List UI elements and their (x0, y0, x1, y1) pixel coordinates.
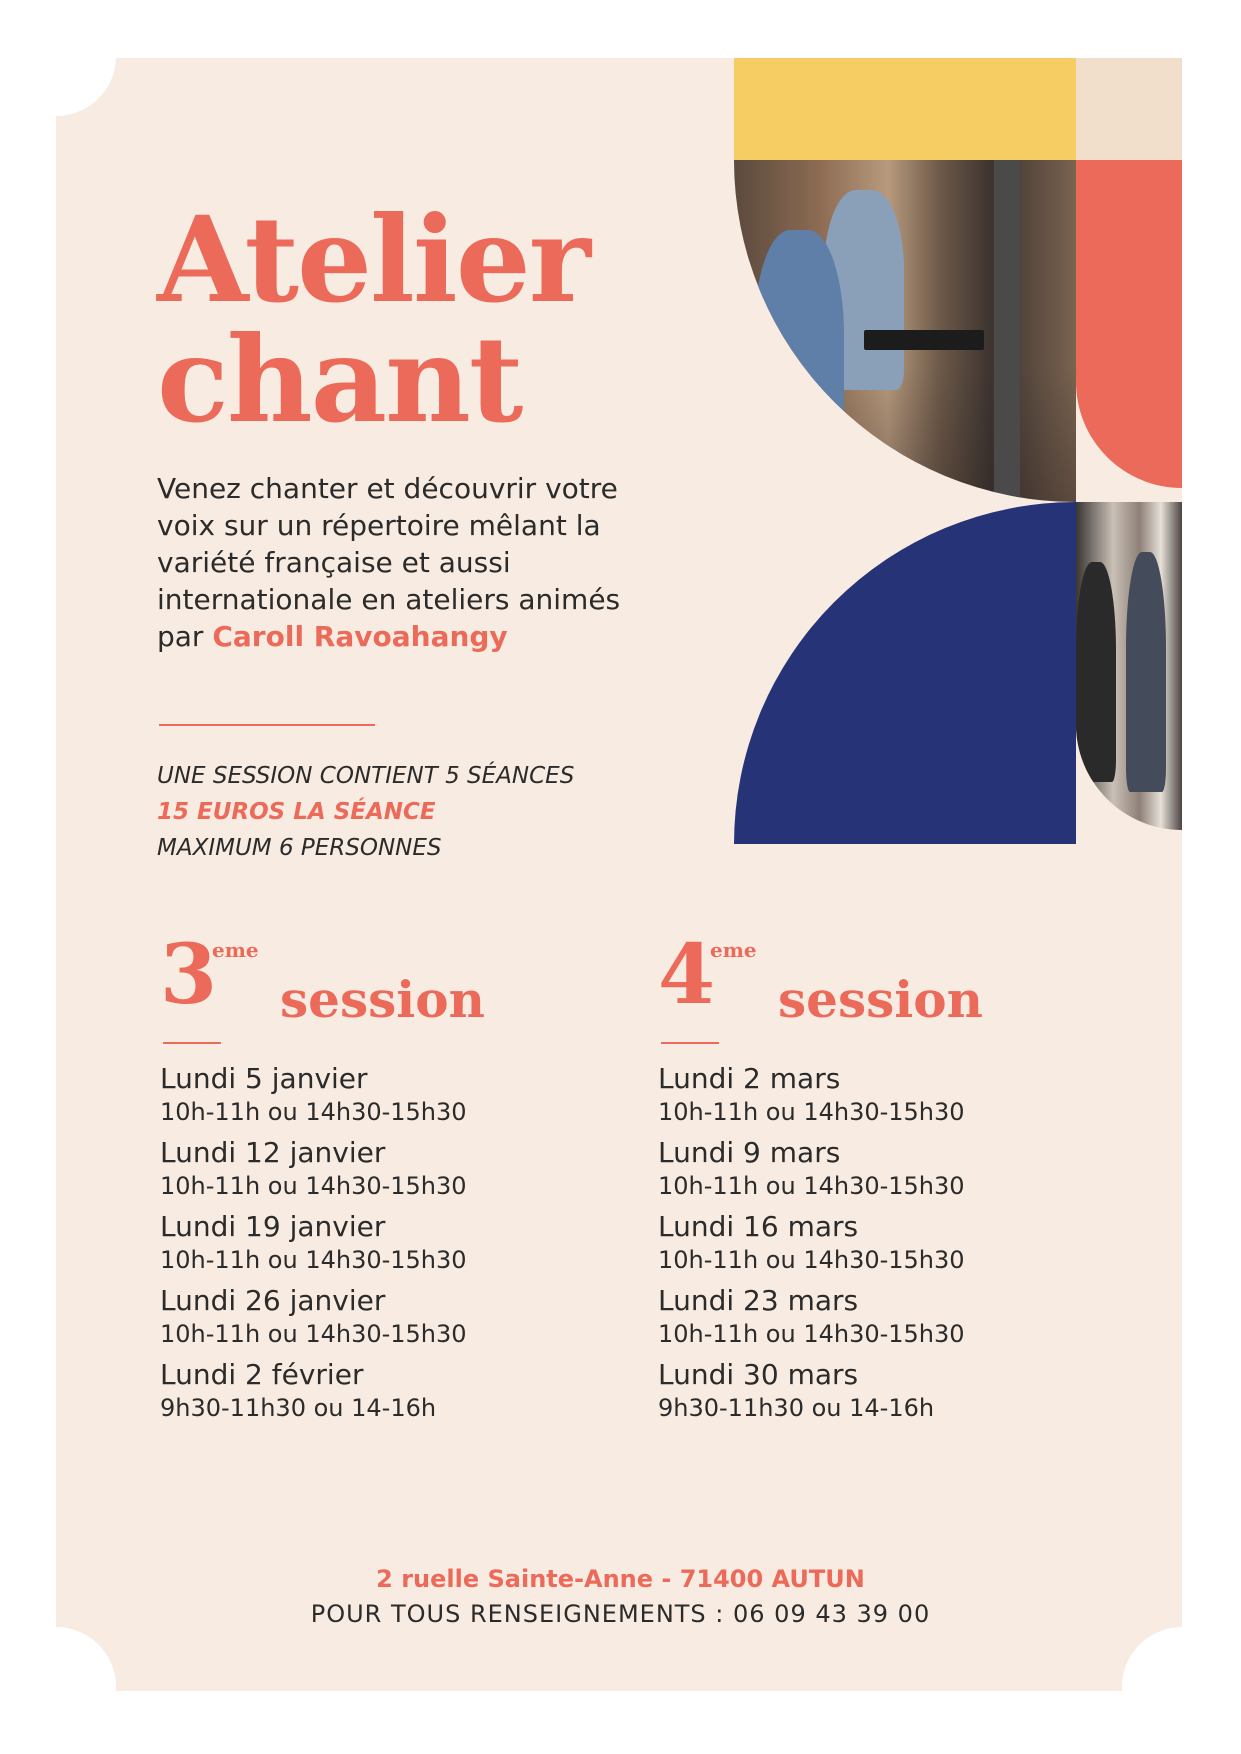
address: 2 ruelle Sainte-Anne - 71400 AUTUN (376, 1565, 865, 1593)
session-date: Lundi 9 mars (658, 1136, 841, 1169)
beige-block (1076, 58, 1182, 160)
divider (661, 1042, 719, 1044)
session-date: Lundi 12 janvier (160, 1136, 386, 1169)
title-line: chant (157, 310, 522, 449)
session-number: 4 (658, 927, 716, 1023)
contact-phone: POUR TOUS RENSEIGNEMENTS : 06 09 43 39 00 (310, 1600, 931, 1628)
session-date: Lundi 16 mars (658, 1210, 859, 1243)
session-date-item (160, 1062, 580, 1128)
price-line: 15 EUROS LA SÉANCE (157, 799, 436, 825)
session-heading (160, 927, 580, 1042)
session-date: Lundi 30 mars (658, 1358, 859, 1391)
singers-piano-photo (734, 160, 1076, 502)
session-date: Lundi 5 janvier (160, 1062, 368, 1095)
info-line: MAXIMUM 6 PERSONNES (157, 835, 442, 861)
session-heading (658, 927, 1078, 1042)
session-3 (160, 927, 580, 1432)
photo-figure (754, 230, 844, 490)
session-time: 10h-11h ou 14h30-15h30 (160, 1098, 467, 1126)
session-date: Lundi 23 mars (658, 1284, 859, 1317)
yellow-block (734, 58, 1076, 160)
session-4 (658, 927, 1078, 1432)
session-date-item (658, 1136, 1078, 1202)
session-suffix: eme (212, 938, 259, 962)
session-date-item (160, 1210, 580, 1276)
session-date-item (658, 1062, 1078, 1128)
info-line: UNE SESSION CONTIENT 5 SÉANCES (157, 763, 575, 789)
session-time: 9h30-11h30 ou 14-16h (658, 1394, 935, 1422)
session-time: 10h-11h ou 14h30-15h30 (160, 1320, 467, 1348)
photo-pillar (994, 160, 1020, 502)
photo-keyboard (864, 330, 984, 350)
session-time: 10h-11h ou 14h30-15h30 (160, 1172, 467, 1200)
session-time: 10h-11h ou 14h30-15h30 (658, 1172, 965, 1200)
choir-photo (1076, 502, 1182, 830)
session-suffix: eme (710, 938, 757, 962)
photo-figure (1126, 552, 1166, 792)
divider (159, 724, 375, 726)
session-date-item (160, 1358, 580, 1424)
session-date: Lundi 26 janvier (160, 1284, 386, 1317)
session-date-item (658, 1358, 1078, 1424)
session-date-item (658, 1284, 1078, 1350)
session-date: Lundi 2 février (160, 1358, 364, 1391)
salmon-leaf-shape (1076, 160, 1182, 488)
corner-notch (0, 1627, 116, 1747)
session-time: 10h-11h ou 14h30-15h30 (658, 1098, 965, 1126)
session-number: 3 (160, 927, 218, 1023)
session-date-item (658, 1210, 1078, 1276)
intro-text: Venez chanter et découvrir votre voix sur un répertoire mêlant la variété française et aussi internationale en ateliers animés par (157, 472, 621, 653)
session-time: 10h-11h ou 14h30-15h30 (658, 1320, 965, 1348)
session-date-item (160, 1284, 580, 1350)
session-time: 10h-11h ou 14h30-15h30 (160, 1246, 467, 1274)
session-info (157, 758, 574, 866)
intro-paragraph (157, 470, 637, 655)
photo-figure (1076, 562, 1116, 782)
divider (163, 1042, 221, 1044)
session-date: Lundi 2 mars (658, 1062, 841, 1095)
session-word: session (778, 970, 983, 1029)
session-word: session (280, 970, 485, 1029)
session-time: 9h30-11h30 ou 14-16h (160, 1394, 437, 1422)
session-date-item (160, 1136, 580, 1202)
instructor-name: Caroll Ravoahangy (212, 620, 508, 653)
corner-notch (1122, 1627, 1241, 1747)
footer (0, 1562, 1241, 1632)
session-date: Lundi 19 janvier (160, 1210, 386, 1243)
page-title (157, 190, 589, 449)
title-line: Atelier (157, 190, 589, 329)
session-time: 10h-11h ou 14h30-15h30 (658, 1246, 965, 1274)
